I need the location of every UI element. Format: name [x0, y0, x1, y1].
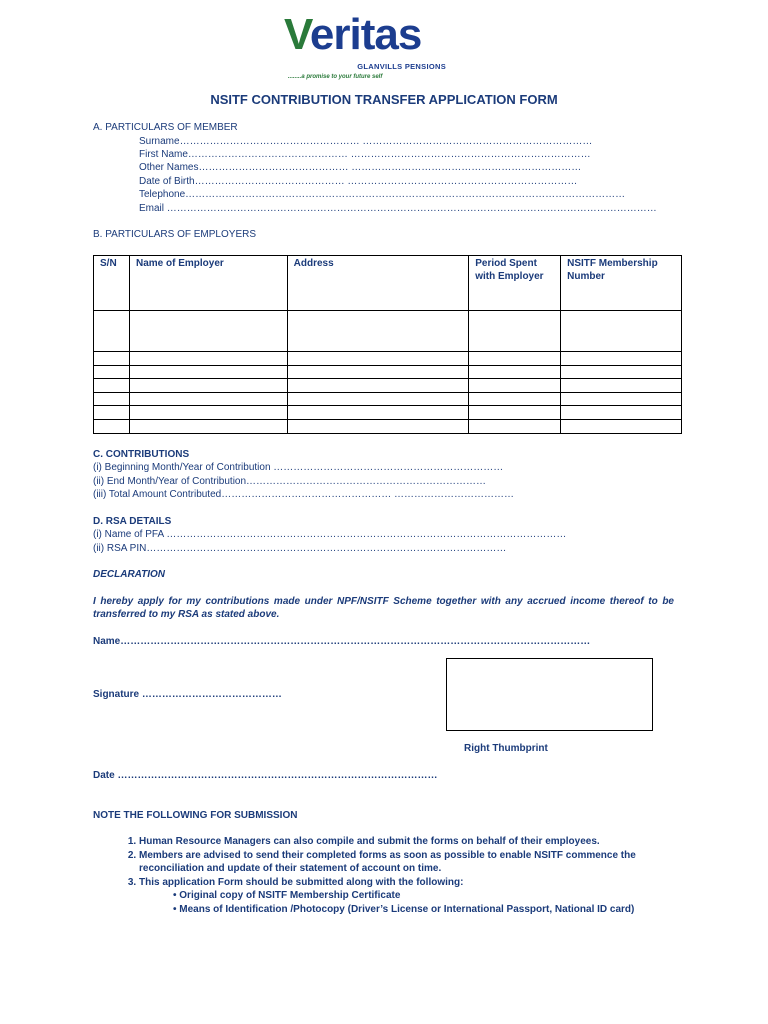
section-c-heading: C. CONTRIBUTIONS	[93, 449, 190, 460]
rsa-pin-field[interactable]: (ii) RSA PIN………………………………………………………………………………………………	[93, 543, 507, 554]
signature-field[interactable]: Signature ……………………………………	[93, 689, 282, 700]
date-of-birth-field[interactable]: Date of Birth……………………………………… ……………………………………………………………	[139, 176, 578, 187]
logo-wordmark: Veritas	[284, 10, 422, 59]
notes-heading: NOTE THE FOLLOWING FOR SUBMISSION	[93, 810, 298, 821]
submission-notes-list	[115, 835, 679, 916]
beginning-month-field[interactable]: (i) Beginning Month/Year of Contribution ……………………………………………………………	[93, 462, 504, 473]
first-name-field[interactable]: First Name………………………………………… ………………………………………………………………	[139, 149, 591, 160]
date-field[interactable]: Date ……………………………………………………………………………………	[93, 770, 438, 781]
table-row	[94, 406, 682, 420]
logo-tagline: ........a promise to your future self	[288, 74, 383, 80]
table-row	[94, 419, 682, 433]
end-month-field[interactable]: (ii) End Month/Year of Contribution………………………………………………………………	[93, 476, 487, 487]
declaration-text: I hereby apply for my contributions made under NPF/NSITF Scheme together with any accrued income thereof to be transferred to my RSA as stated above.	[93, 596, 674, 620]
telephone-field[interactable]: Telephone……………………………………………………………………………………………………………………	[139, 189, 626, 200]
company-logo	[284, 6, 452, 86]
logo-subtitle: GLANVILLS PENSIONS	[357, 62, 446, 71]
col-sn: S/N	[94, 256, 130, 311]
section-a-heading: A. PARTICULARS OF MEMBER	[93, 122, 238, 133]
section-b-heading: B. PARTICULARS OF EMPLOYERS	[93, 229, 257, 240]
attachment-item: • Original copy of NSITF Membership Certificate	[173, 889, 679, 903]
table-row	[94, 352, 682, 366]
table-row	[94, 379, 682, 393]
thumbprint-box[interactable]	[446, 658, 653, 731]
col-membership-number: NSITF Membership Number	[561, 256, 682, 311]
total-amount-field[interactable]: (iii) Total Amount Contributed…………………………………………… ………………………………	[93, 489, 514, 500]
col-employer-name: Name of Employer	[129, 256, 287, 311]
form-title: NSITF CONTRIBUTION TRANSFER APPLICATION FORM	[210, 92, 558, 107]
attachment-item: • Means of Identification /Photocopy (Driver’s License or International Passport, National ID card)	[173, 903, 679, 917]
attachments-list	[139, 889, 679, 916]
employers-table	[93, 255, 682, 434]
col-address: Address	[287, 256, 469, 311]
other-names-field[interactable]: Other Names……………………………………… ……………………………………………………………	[139, 162, 582, 173]
note-item: 1. Human Resource Managers can also compile and submit the forms on behalf of their employees.	[139, 835, 679, 849]
section-d-heading: D. RSA DETAILS	[93, 516, 172, 527]
table-row	[94, 311, 682, 352]
declaration-heading: DECLARATION	[93, 569, 166, 580]
note-item: 2. Members are advised to send their completed forms as soon as possible to enable NSITF commence the reconciliation and update of their statement of account on time.	[139, 849, 679, 876]
pfa-name-field[interactable]: (i) Name of PFA …………………………………………………………………………………………………………	[93, 529, 567, 540]
surname-field[interactable]: Surname……………………………………………… ……………………………………………………………	[139, 136, 593, 147]
name-field[interactable]: Name……………………………………………………………………………………………………………………………	[93, 636, 591, 647]
table-row	[94, 392, 682, 406]
col-period-spent: Period Spent with Employer	[469, 256, 561, 311]
table-header-row	[94, 256, 682, 311]
note-item: 3. This application Form should be submitted along with the following: • Original copy of NSITF Membership Certificate • Means of Identification /Photocopy (Driver’s License or International Passport, National ID card)	[139, 876, 679, 917]
thumbprint-label: Right Thumbprint	[464, 743, 548, 754]
email-field[interactable]: Email …………………………………………………………………………………………………………………………………	[139, 203, 657, 214]
table-row	[94, 365, 682, 379]
